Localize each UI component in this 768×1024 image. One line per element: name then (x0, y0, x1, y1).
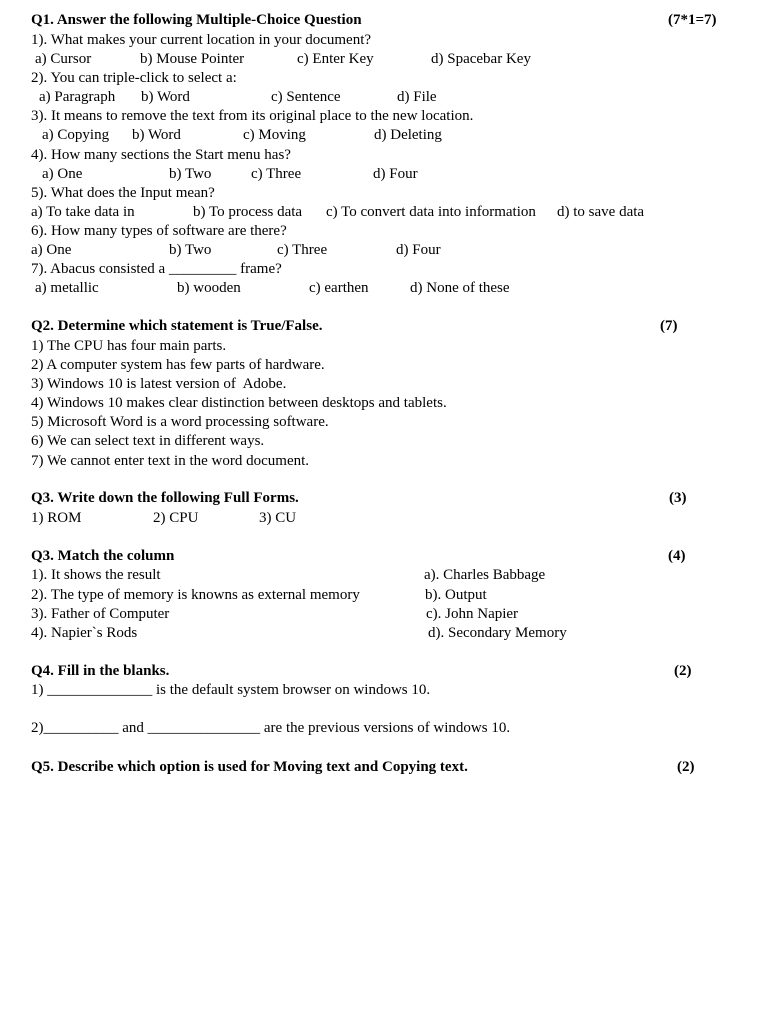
q1-6-option-c: c) Three (277, 242, 328, 258)
q2-statement-1: 1) The CPU has four main parts. (31, 338, 227, 354)
q1-question-1: 1). What makes your current location in your document? (31, 32, 372, 48)
q3-match-marks: (4) (668, 548, 686, 564)
q4-marks: (2) (674, 663, 692, 679)
q2-marks: (7) (660, 318, 678, 334)
q1-4-option-d: d) Four (373, 166, 418, 182)
q3-fullform-item-3: 3) CU (259, 510, 297, 526)
q1-5-option-d: d) to save data (557, 204, 645, 220)
q1-7-option-d: d) None of these (410, 280, 510, 296)
q1-question-6: 6). How many types of software are there? (31, 223, 287, 239)
q1-3-option-b: b) Word (132, 127, 181, 143)
q1-question-7: 7). Abacus consisted a _________ frame? (31, 261, 282, 277)
q1-question-4: 4). How many sections the Start menu has? (31, 147, 291, 163)
q2-statement-2: 2) A computer system has few parts of hardware. (31, 357, 325, 373)
q1-question-5: 5). What does the Input mean? (31, 185, 215, 201)
q1-question-3: 3). It means to remove the text from its original place to the new location. (31, 108, 474, 124)
q3-match-title: Q3. Match the column (31, 548, 175, 564)
q2-statement-5: 5) Microsoft Word is a word processing software. (31, 414, 329, 430)
q2-statement-7: 7) We cannot enter text in the word document. (31, 453, 310, 469)
q1-7-option-c: c) earthen (309, 280, 369, 296)
q1-6-option-d: d) Four (396, 242, 441, 258)
q1-7-option-a: a) metallic (35, 280, 99, 296)
q3-fullforms-marks: (3) (669, 490, 687, 506)
q5-title: Q5. Describe which option is used for Moving text and Copying text. (31, 759, 468, 775)
q1-6-option-b: b) Two (169, 242, 212, 258)
q1-title: Q1. Answer the following Multiple-Choice Question (31, 12, 362, 28)
q1-4-option-b: b) Two (169, 166, 212, 182)
q3-match-right-4: d). Secondary Memory (428, 625, 567, 641)
q1-question-2: 2). You can triple-click to select a: (31, 70, 237, 86)
q3-fullform-item-2: 2) CPU (153, 510, 199, 526)
q1-5-option-c: c) To convert data into information (326, 204, 536, 220)
q1-5-option-a: a) To take data in (31, 204, 135, 220)
q3-match-left-2: 2). The type of memory is knowns as external memory (31, 587, 360, 603)
q2-statement-3: 3) Windows 10 is latest version of Adobe. (31, 376, 287, 392)
q1-1-option-a: a) Cursor (35, 51, 92, 67)
q3-match-right-3: c). John Napier (426, 606, 519, 622)
q1-7-option-b: b) wooden (177, 280, 241, 296)
q3-match-left-1: 1). It shows the result (31, 567, 161, 583)
q5-marks: (2) (677, 759, 695, 775)
q1-5-option-b: b) To process data (193, 204, 303, 220)
q1-1-option-d: d) Spacebar Key (431, 51, 531, 67)
q3-match-right-1: a). Charles Babbage (424, 567, 546, 583)
q1-6-option-a: a) One (31, 242, 72, 258)
q1-4-option-a: a) One (42, 166, 83, 182)
q4-title: Q4. Fill in the blanks. (31, 663, 170, 679)
q1-marks: (7*1=7) (668, 12, 717, 28)
q1-3-option-c: c) Moving (243, 127, 306, 143)
q1-2-option-d: d) File (397, 89, 437, 105)
q3-match-right-2: b). Output (425, 587, 487, 603)
q1-2-option-b: b) Word (141, 89, 190, 105)
q3-fullforms-title: Q3. Write down the following Full Forms. (31, 490, 299, 506)
q1-3-option-d: d) Deleting (374, 127, 442, 143)
q3-fullform-item-1: 1) ROM (31, 510, 82, 526)
q1-1-option-c: c) Enter Key (297, 51, 374, 67)
q1-3-option-a: a) Copying (42, 127, 110, 143)
q1-2-option-c: c) Sentence (271, 89, 341, 105)
q4-blank-2: 2)__________ and _______________ are the previous versions of windows 10. (31, 720, 511, 736)
q1-4-option-c: c) Three (251, 166, 302, 182)
q4-blank-1: 1) ______________ is the default system browser on windows 10. (31, 682, 431, 698)
q3-match-left-4: 4). Napier`s Rods (31, 625, 138, 641)
q3-match-left-3: 3). Father of Computer (31, 606, 170, 622)
q1-2-option-a: a) Paragraph (39, 89, 116, 105)
q2-title: Q2. Determine which statement is True/False. (31, 318, 323, 334)
q1-1-option-b: b) Mouse Pointer (140, 51, 245, 67)
q2-statement-6: 6) We can select text in different ways. (31, 433, 265, 449)
q2-statement-4: 4) Windows 10 makes clear distinction between desktops and tablets. (31, 395, 447, 411)
